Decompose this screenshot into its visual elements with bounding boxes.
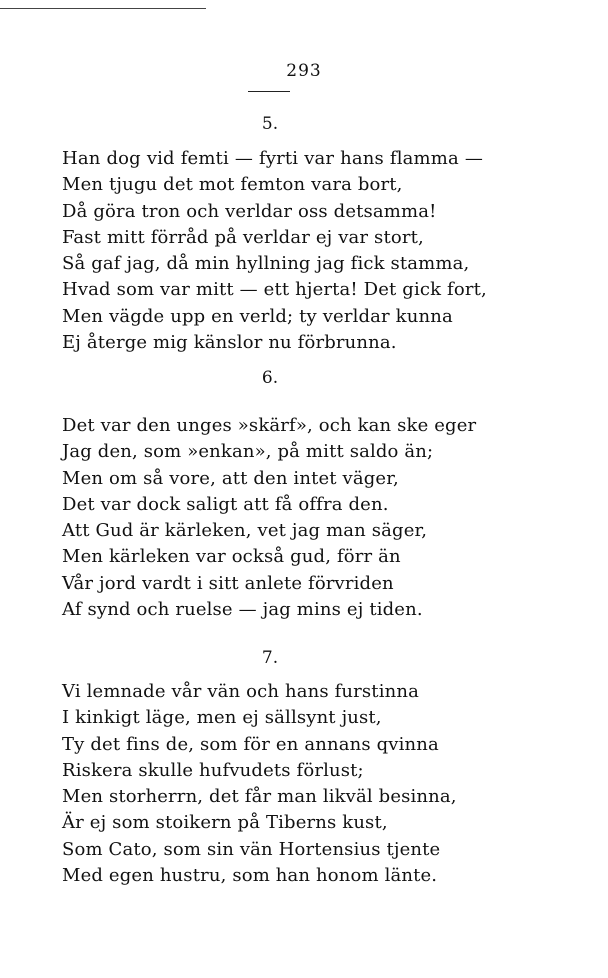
verse-line: Riskera skulle hufvudets förlust; — [62, 759, 364, 781]
verse-line: Men tjugu det mot femton vara bort, — [62, 174, 403, 196]
stanza — [62, 146, 502, 356]
verse-line: Med egen hustru, som han honom länte. — [62, 865, 438, 887]
stanza-number: 6. — [261, 368, 279, 388]
verse-line: Som Cato, som sin vän Hortensius tjente — [62, 838, 441, 860]
verse-line: I kinkigt läge, men ej sällsynt just, — [62, 707, 382, 729]
verse-line: Ty det fins de, som för en annans qvinna — [62, 733, 439, 755]
page-number: 293 — [286, 61, 322, 81]
verse-line: Men om så vore, att den intet väger, — [62, 467, 399, 489]
verse-line: Af synd och ruelse — jag mins ej tiden. — [62, 599, 423, 621]
top-rule — [0, 8, 206, 9]
verse-line: Han dog vid femti — fyrti var hans flamma — — [62, 148, 483, 169]
verse-line: Hvad som var mitt — ett hjerta! Det gick fort, — [62, 279, 487, 301]
verse-line: Vi lemnade vår vän och hans furstinna — [62, 681, 419, 702]
verse-line: Jag den, som »enkan», på mitt saldo än; — [62, 441, 434, 463]
verse-line: Men kärleken var också gud, förr än — [62, 546, 401, 568]
verse-line: Det var dock saligt att få offra den. — [62, 493, 389, 515]
verse-line: Så gaf jag, då min hyllning jag fick stamma, — [62, 253, 470, 275]
stanza — [62, 413, 502, 623]
stanza-number: 7. — [261, 648, 279, 668]
verse-line: Att Gud är kärleken, vet jag man säger, — [62, 520, 428, 542]
verse-line: Vår jord vardt i sitt anlete förvriden — [62, 572, 394, 594]
verse-line: Fast mitt förråd på verldar ej var stort, — [62, 226, 424, 248]
stanza — [62, 679, 502, 889]
verse-line: Det var den unges »skärf», och kan ske eger — [62, 415, 477, 436]
page-number-underline — [248, 91, 290, 92]
verse-line: Ej återge mig känslor nu förbrunna. — [62, 332, 397, 354]
verse-line: Då göra tron och verldar oss detsamma! — [62, 200, 437, 222]
verse-line: Men vägde upp en verld; ty verldar kunna — [62, 305, 453, 327]
verse-line: Är ej som stoikern på Tiberns kust, — [62, 812, 388, 834]
stanza-number: 5. — [261, 114, 279, 134]
verse-line: Men storherrn, det får man likväl besinna, — [62, 786, 457, 808]
